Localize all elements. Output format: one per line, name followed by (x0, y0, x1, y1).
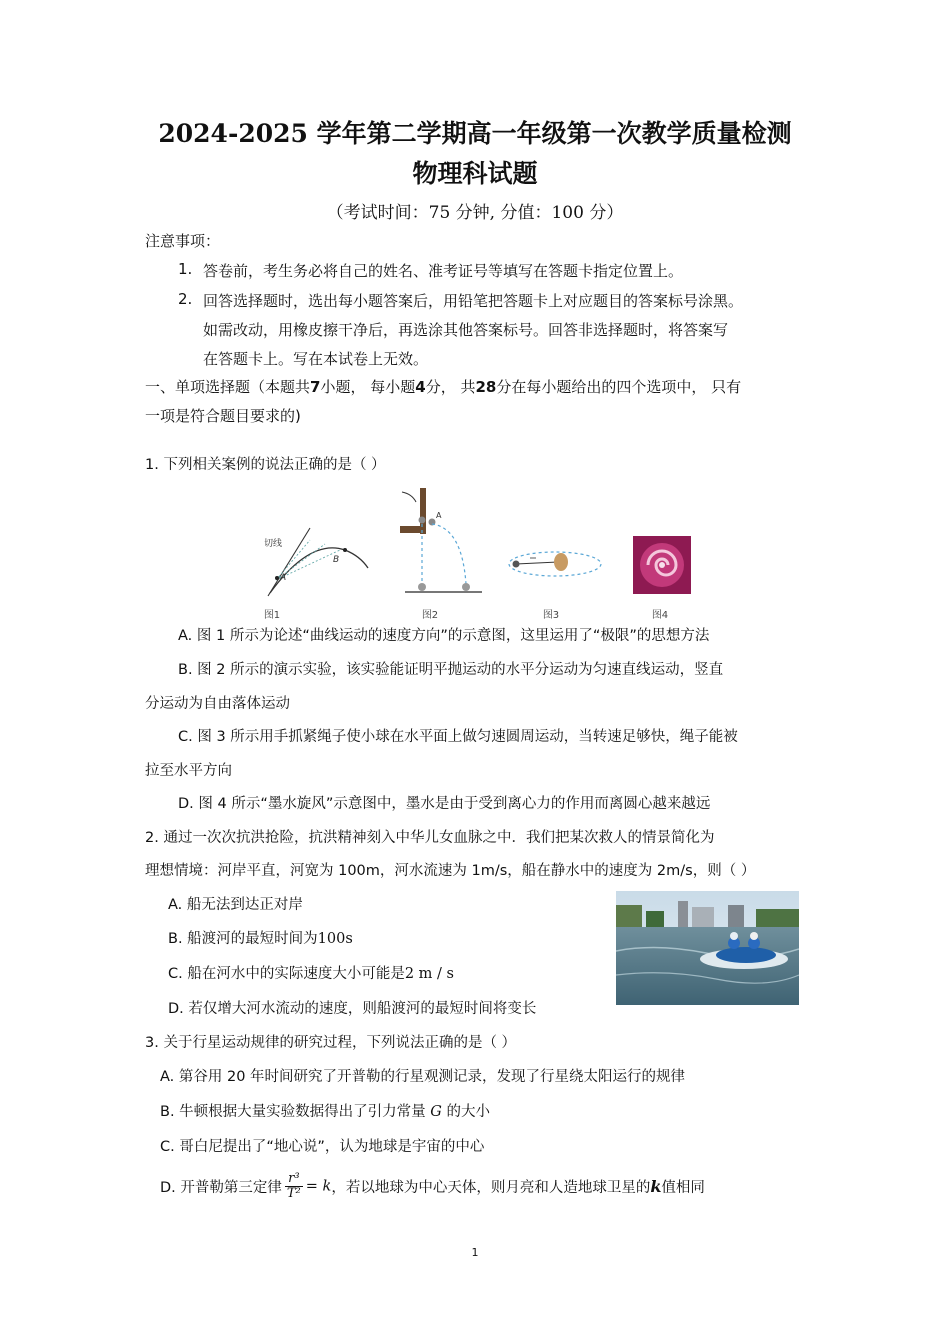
fig1-point-a: A (280, 573, 287, 583)
note-2-line3: 在答题卡上。写在本试卷上无效。 (203, 350, 429, 368)
points-total: 28 (475, 378, 497, 396)
q2-option-b-value: 100s (317, 931, 353, 947)
q3-option-b (160, 1100, 490, 1121)
q3-option-c: C. 哥白尼提出了“地心说”，认为地球是宇宙的中心 (160, 1139, 485, 1155)
fig1-curve-diagram (264, 528, 368, 596)
section-desc: （本题共 (250, 378, 311, 396)
q2-stem-line1: 2. 通过一次次抗洪抢险，抗洪精神刻入中华儿女血脉之中．我们把某次救人的情景简化为 (145, 830, 715, 846)
page-number: 1 (471, 1246, 479, 1259)
fig2-caption: 图2 (421, 610, 439, 621)
kepler-third-law-fraction (285, 1172, 303, 1201)
fig4-caption: 图4 (651, 610, 669, 621)
q1-option-c-line2: 拉至水平方向 (145, 763, 232, 779)
q2-option-b-text: B. 船渡河的最短时间为 (168, 931, 318, 947)
note-2-line2: 如需改动，用橡皮擦干净后，再选涂其他答案标号。回答非选择题时，将答案写 (203, 321, 729, 339)
q3-option-b-variable: G (430, 1104, 442, 1120)
note-2-number: 2. (178, 290, 193, 308)
note-1-number: 1. (178, 260, 193, 278)
note-1-text: 答卷前，考生务必将自己的姓名、准考证号等填写在答题卡指定位置上。 (203, 262, 684, 280)
fig1-point-b: B (333, 555, 340, 565)
q2-option-c-value: 2 m / s (404, 966, 454, 982)
section-desc: 分在每小题给出的四个选项中， 只有 (496, 378, 742, 396)
exam-title: 2024-2025 学年第二学期高一年级第一次教学质量检测 (158, 119, 792, 148)
notes-heading: 注意事项： (145, 232, 221, 250)
section-desc: 小题， 每小题 (320, 378, 416, 396)
q1-figures (250, 488, 700, 620)
q2-option-d: D. 若仅增大河水流动的速度，则船渡河的最短时间将变长 (168, 1001, 537, 1017)
fig3-caption: 图3 (542, 610, 560, 621)
subject-title: 物理科试题 (412, 159, 538, 188)
exam-info: （考试时间：75 分钟, 分值：100 分） (326, 203, 624, 223)
fig1-tangent-label: 切线 (264, 539, 283, 549)
fig1-caption: 图1 (263, 610, 281, 621)
q3-option-d (160, 1172, 705, 1201)
fraction-denominator: T² (286, 1186, 301, 1201)
q2-stem-line2: 理想情境：河岸平直，河宽为 100m，河水流速为 1m/s，船在静水中的速度为 2m/s，则（ ） (145, 863, 756, 879)
fig2-point-a: A (436, 511, 442, 520)
kepler-equals-k: = k (305, 1178, 332, 1195)
q3-option-b-text: B. 牛顿根据大量实验数据得出了引力常量 (160, 1104, 426, 1120)
note-2-line1: 回答选择题时，选出每小题答案后，用铅笔把答题卡上对应题目的答案标号涂黑。 (203, 292, 744, 310)
q3-option-d-middle: ，若以地球为中心天体，则月亮和人造地球卫星的 (331, 1180, 651, 1196)
q3-option-b-suffix: 的大小 (446, 1104, 490, 1120)
q3-option-d-text: D. 开普勒第三定律 (160, 1180, 282, 1196)
section-title: 一、单项选择题 (145, 378, 251, 396)
q3-option-a: A. 第谷用 20 年时间研究了开普勒的行星观测记录，发现了行星绕太阳运行的规律 (160, 1069, 686, 1085)
q2-rescue-boat-photo (616, 891, 799, 1005)
q1-option-c-line1: C. 图 3 所示用手抓紧绳子使小球在水平面上做匀速圆周运动，当转速足够快，绳子能被 (178, 729, 738, 745)
q3-option-d-suffix: 值相同 (661, 1180, 705, 1196)
q1-option-b-line1: B. 图 2 所示的演示实验，该实验能证明平抛运动的水平分运动为匀速直线运动，竖直 (178, 662, 724, 678)
points-each: 4 (415, 378, 426, 396)
question-count: 7 (310, 378, 321, 396)
section-desc: 分， 共 (425, 378, 476, 396)
fraction-numerator: r³ (285, 1172, 303, 1187)
q1-option-a: A. 图 1 所示为论述“曲线运动的速度方向”的示意图，这里运用了“极限”的思想方法 (178, 628, 710, 644)
fig2-projectile-apparatus (400, 488, 482, 592)
fig4-ink-whirlpool (633, 536, 691, 594)
fig3-circular-motion (509, 552, 601, 576)
q2-option-a: A. 船无法到达正对岸 (168, 897, 303, 913)
section-heading (145, 376, 741, 397)
q2-option-c-text: C. 船在河水中的实际速度大小可能是 (168, 966, 405, 982)
q2-option-c (168, 962, 454, 983)
section-desc-line2: 一项是符合题目要求的) (145, 407, 301, 425)
q1-stem: 1. 下列相关案例的说法正确的是（ ） (145, 457, 386, 473)
q3-option-d-k: k (650, 1177, 662, 1196)
q2-option-b (168, 927, 353, 948)
q1-option-b-line2: 分运动为自由落体运动 (145, 696, 290, 712)
q3-stem: 3. 关于行星运动规律的研究过程，下列说法正确的是（ ） (145, 1035, 517, 1051)
q1-option-d: D. 图 4 所示“墨水旋风”示意图中，墨水是由于受到离心力的作用而离圆心越来越远 (178, 796, 711, 812)
